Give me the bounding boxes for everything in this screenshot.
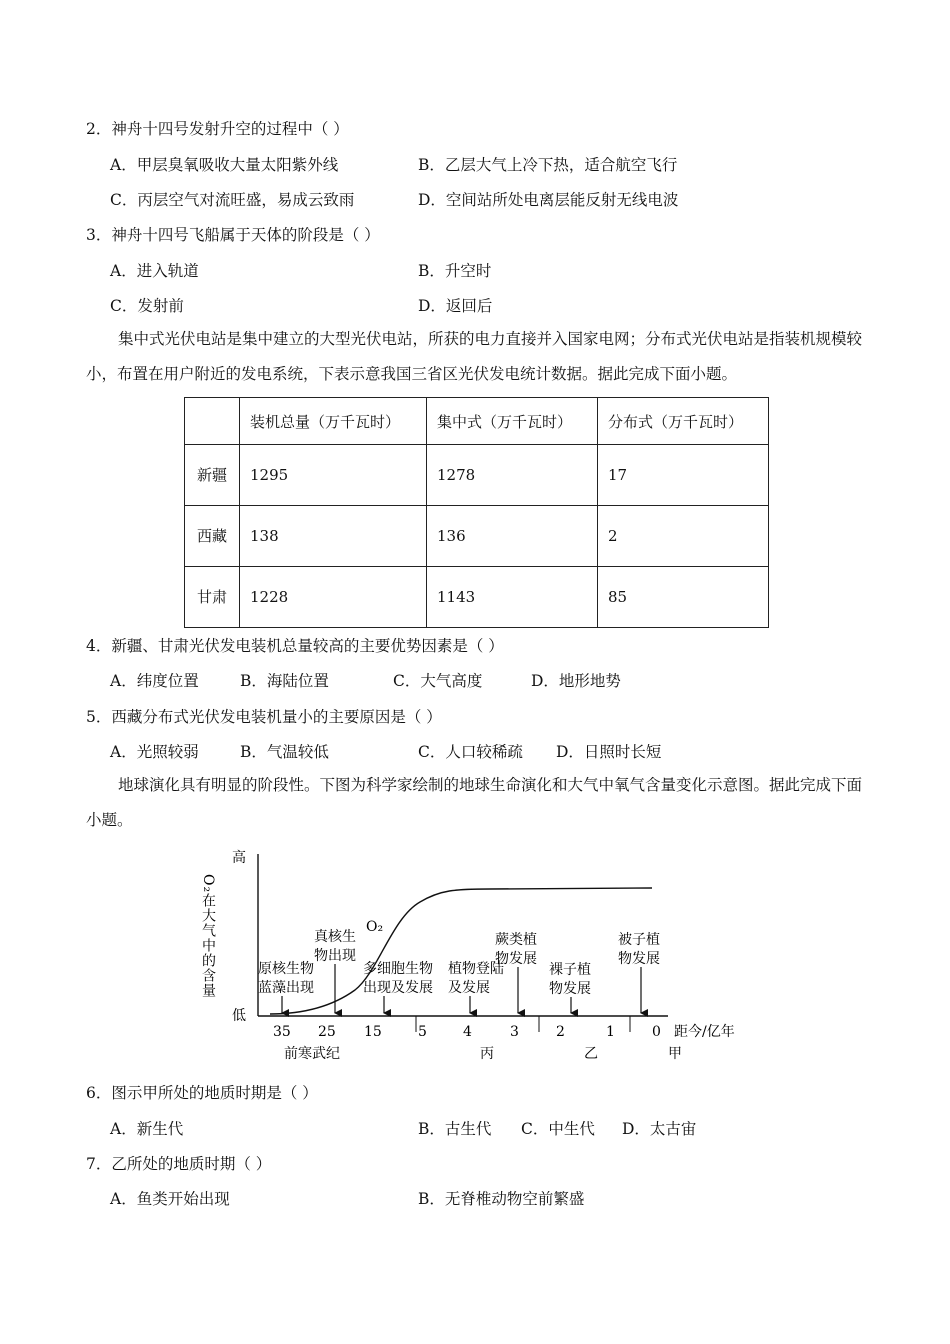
q6-option-d: D．太古宙 [622, 1120, 697, 1138]
q5-option-a: A．光照较弱 [110, 743, 199, 761]
era-label: 乙 [584, 1046, 598, 1062]
q6-option-a: A．新生代 [110, 1120, 184, 1138]
event-label-line2: 及发展 [448, 980, 490, 996]
q6-stem: 6．图示甲所处的地质时期是（ ） [86, 1084, 318, 1102]
table-header-cell: 分布式（万千瓦时） [598, 398, 769, 445]
q6-option-c: C．中生代 [521, 1120, 595, 1138]
era-label: 丙 [480, 1046, 494, 1062]
q2-option-a: A．甲层臭氧吸收大量太阳紫外线 [110, 156, 339, 174]
q4-stem: 4．新疆、甘肃光伏发电装机总量较高的主要优势因素是（ ） [86, 637, 504, 655]
event-label-line1: 真核生 [314, 929, 356, 945]
passage-solar: 集中式光伏电站是集中建立的大型光伏电站，所获的电力直接并入国家电网；分布式光伏电站是指装机规模较小，布置在用户附近的发电系统，下表示意我国三省区光伏发电统计数据。据此完成下面小题。 [86, 330, 863, 383]
x-tick-label: 2 [556, 1024, 565, 1040]
q4-option-a: A．纬度位置 [110, 672, 199, 690]
q3-option-a: A．进入轨道 [110, 262, 199, 280]
table-cell: 1228 [240, 567, 427, 628]
q6-option-b: B．古生代 [418, 1120, 492, 1138]
y-low-label: 低 [232, 1008, 246, 1024]
event-label-line1: 原核生物 [258, 961, 314, 977]
q7-option-b: B．无脊椎动物空前繁盛 [418, 1190, 585, 1208]
table-cell-province: 甘肃 [185, 567, 240, 628]
x-tick-label: 0 [652, 1024, 661, 1040]
event-label-line1: 植物登陆 [448, 961, 504, 977]
q7-option-a: A．鱼类开始出现 [110, 1190, 230, 1208]
y-high-label: 高 [232, 850, 246, 866]
era-label: 前寒武纪 [284, 1046, 340, 1062]
table-cell: 2 [598, 506, 769, 567]
x-tick-label: 4 [463, 1024, 472, 1040]
event-label-line1: 蕨类植 [495, 932, 537, 948]
q5-option-b: B．气温较低 [240, 743, 329, 761]
table-cell: 136 [427, 506, 598, 567]
table-header-row [185, 398, 769, 445]
q3-stem: 3．神舟十四号飞船属于天体的阶段是（ ） [86, 226, 380, 244]
table-cell-province: 新疆 [185, 445, 240, 506]
q7-stem: 7．乙所处的地质时期（ ） [86, 1155, 272, 1173]
q2-option-d: D．空间站所处电离层能反射无线电波 [418, 191, 679, 209]
event-label-line2: 物出现 [314, 948, 356, 964]
q2-option-c: C．丙层空气对流旺盛，易成云致雨 [110, 191, 355, 209]
q4-option-b: B．海陆位置 [240, 672, 329, 690]
oxygen-evolution-chart [0, 840, 950, 1068]
event-label-line1: 多细胞生物 [363, 961, 433, 977]
table-cell: 1143 [427, 567, 598, 628]
table-cell: 1295 [240, 445, 427, 506]
x-tick-label: 5 [418, 1024, 427, 1040]
q2-option-b: B．乙层大气上冷下热，适合航空飞行 [418, 156, 678, 174]
table-cell-province: 西藏 [185, 506, 240, 567]
q3-option-c: C．发射前 [110, 297, 184, 315]
table-row [185, 445, 769, 506]
curve-label: O₂ [366, 919, 384, 935]
q2-stem: 2．神舟十四号发射升空的过程中（ ） [86, 120, 349, 138]
table-cell: 17 [598, 445, 769, 506]
q5-option-c: C．人口较稀疏 [418, 743, 523, 761]
table-cell: 1278 [427, 445, 598, 506]
x-tick-label: 1 [606, 1024, 615, 1040]
table-header-cell: 装机总量（万千瓦时） [240, 398, 427, 445]
table-header-cell [185, 398, 240, 445]
event-label-line2: 物发展 [495, 951, 537, 967]
table-cell: 138 [240, 506, 427, 567]
event-label-line2: 物发展 [549, 981, 591, 997]
q3-option-d: D．返回后 [418, 297, 493, 315]
table-header-cell: 集中式（万千瓦时） [427, 398, 598, 445]
q5-stem: 5．西藏分布式光伏发电装机量小的主要原因是（ ） [86, 708, 442, 726]
x-tick-label: 25 [318, 1024, 336, 1040]
era-label: 甲 [668, 1046, 682, 1062]
event-label-line1: 裸子植 [549, 962, 591, 978]
event-label-line2: 蓝藻出现 [258, 980, 314, 996]
q4-option-c: C．大气高度 [393, 672, 483, 690]
x-tick-label: 15 [364, 1024, 382, 1040]
x-tick-label: 35 [273, 1024, 291, 1040]
passage-earth-evolution: 地球演化具有明显的阶段性。下图为科学家绘制的地球生命演化和大气中氧气含量变化示意图。据此完成下面小题。 [86, 776, 863, 829]
table-cell: 85 [598, 567, 769, 628]
q5-option-d: D．日照时长短 [556, 743, 662, 761]
table-row [185, 506, 769, 567]
y-axis-title: O₂在大气中的含量 [200, 874, 216, 999]
solar-stats-table [184, 397, 769, 628]
table-row [185, 567, 769, 628]
x-axis-title: 距今/亿年 [674, 1024, 735, 1040]
event-label-line2: 出现及发展 [363, 980, 433, 996]
q3-option-b: B．升空时 [418, 262, 492, 280]
event-label-line1: 被子植 [618, 932, 660, 948]
q4-option-d: D．地形地势 [531, 672, 621, 690]
event-label-line2: 物发展 [618, 951, 660, 967]
x-tick-label: 3 [510, 1024, 519, 1040]
